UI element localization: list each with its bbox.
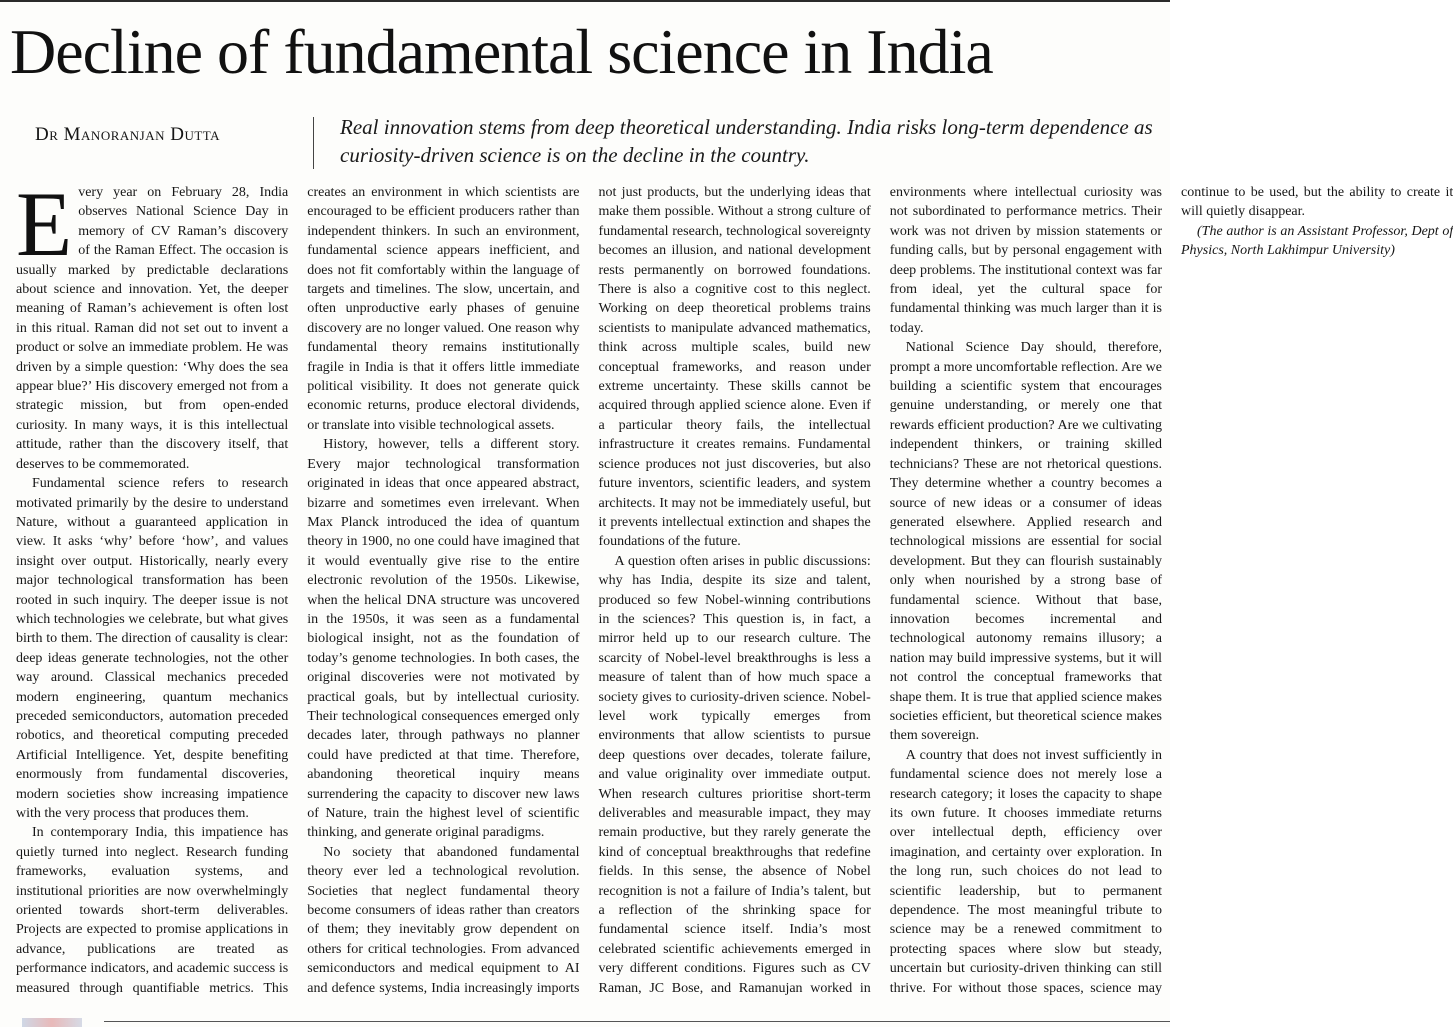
body-paragraph-1 [16,173,289,474]
body-paragraph-7: National Science Day should, therefore, prompt a more uncomfortable reflection. Are we building a scientific system that encourages genuine understanding, or merely one that rewards efficient production? Are we cultivating independent thinkers, or training skilled technicians? These are not rhetorical questions. They determine whether a country becomes a source of new ideas or a consumer of ideas generated elsewhere. Applied research and technological missions are essential for social development. But they can flourish sustainably only when nourished by a strong base of fundamental science. Without that base, innovation becomes incremental and technological autonomy remains illusory; a nation may build impressive systems, but it will not control the conceptual frameworks that shape them. It is true that applied science makes societies efficient, but theoretical science makes them sovereign. [889,340,1162,744]
top-rule [0,0,1170,2]
body-paragraph-4: History, however, tells a different story. Every major technological transformation originated in ideas that once appeared abstract, bizarre and sometimes even irrelevant. When Max Planck introduced the idea of quantum theory in 1900, no one could have imagined that it would eventually give rise to the entire electronic revolution of the 1950s. Likewise, when the helical DNA structure was uncovered in the 1950s, it was seen as a fundamental biological insight, not as the foundation of today’s genome technologies. In both cases, the original discoveries were not motivated by practical goals, but by intellectual curiosity. Their technological consequences emerged only decades later, through pathways no planner could have predicted at that time. Therefore, abandoning theoretical inquiry means surrendering the capacity to discover new laws of Nature, train the highest level of scientific thinking, and generate original paradigms. [307,437,580,841]
byline: Dr Manoranjan Dutta [35,124,221,145]
bottom-rule [104,1021,1170,1022]
drop-cap: E [16,173,73,275]
byline-divider [313,117,314,169]
headline: Decline of fundamental science in India [10,16,993,87]
body-paragraph-2: Fundamental science refers to research motivated primarily by the desire to understand Nature, without a guaranteed application in view. It asks ‘why’ before ‘how’, and values insight over output. Historically, nearly every major technological transformation has been rooted in such inquiry. The deeper issue is not which technologies we celebrate, but what gives birth to them. The direction of causality is clear: deep ideas generate technologies, not the other way around. Classical mechanics preceded modern engineering, quantum mechanics preceded semiconductors, automation preceded robotics, and theoretical computing preceded Artificial Intelligence. Yet, despite benefiting enormously from fundamental discoveries, modern societies show increasing impatience with the very process that produces them. [16,476,289,821]
body-paragraph-3: In contemporary India, this impatience has quietly turned into neglect. Research funding frameworks, evaluation systems, and institutional priorities are now overwhelmingly oriented towards short-term deliverables. Projects are expected to promise applications in advance, publications are treated as performance indicators, and academic success is measured through quantifiable metrics. This creates an environment in which scientists are encouraged to be efficient producers rather than independent thinkers. In such an environment, fundamental science appears inefficient, and does not fit comfortably within the language of targets and timelines. The slow, uncertain, and often unproductive early phases of genuine discovery are no longer valued. One reason why fundamental theory remains institutionally fragile in India is that it offers little immediate political visibility. It does not generate quick economic returns, produce electoral dividends, or translate into visible technological assets. [16,185,580,996]
paragraph-text: very year on February 28, India observes National Science Day in memory of CV Raman’s discovery of the Raman Effect. The occasion is usually marked by predictable declarations about science and innovation. Yet, the deeper meaning of Raman’s achievement is often lost in this ritual. Raman did not set out to invent a product or solve an immediate problem. He was driven by a simple question: ‘Why does the sea appear blue?’ His discovery emerged not from a strategic mission, but from open-ended curiosity. In many ways, it is this intellectual attitude, rather than the discovery itself, that deserves to be commemorated. [16,185,289,472]
article-body [16,173,1453,1013]
standfirst: Real innovation stems from deep theoretical understanding. India risks long-term dependence as curiosity-driven science is on the decline in the country. [340,115,1153,167]
author-credit: (The author is an Assistant Professor, Dept of Physics, North Lakhimpur University) [1181,223,1453,259]
body-paragraph-8: A country that does not invest sufficiently in fundamental science does not merely lose a research category; it loses the capacity to shape its own future. It chooses immediate returns over intellectual depth, efficiency over imagination, and certainty over exploration. In the long run, such choices do not lead to scientific leadership, but to permanent dependence. The most meaningful tribute to science may be a renewed commitment to protecting spaces where slow but steady, uncertain but curiosity-driven thinking can still thrive. For without those spaces, science may continue to be used, but the ability to create it will quietly disappear. [889,185,1453,996]
body-paragraph-6: A question often arises in public discussions: why has India, despite its size and talent, produced so few Nobel-winning contributions in the sciences? This question is, in fact, a mirror held up to our research culture. The scarcity of Nobel-level breakthroughs is less a measure of talent than of how much space a society gives to curiosity-driven science. Nobel-level work typically emerges from environments that allow scientists to pursue deep questions over decades, tolerate failure, and value originality over immediate output. When research cultures prioritise short-term deliverables and measurable impact, they may remain productive, but they rarely generate the kind of conceptual breakthroughs that redefine fields. In this sense, the absence of Nobel recognition is not a failure of India’s talent, but a reflection of the shrinking space for fundamental science itself. India’s most celebrated scientific achievements emerged in very different conditions. Figures such as CV Raman, JC Bose, and Ramanujan worked in environments where intellectual curiosity was not subordinated to performance metrics. Their work was not driven by mission statements or funding calls, but by personal engagement with deep problems. The institutional context was far from ideal, yet the cultural space for fundamental thinking was much larger than it is today. [598,185,1162,996]
body-paragraph-5: No society that abandoned fundamental theory ever led a technological revolution. Societies that neglect fundamental theory become consumers of ideas rather than creators of them; they inevitably grow dependent on others for critical technologies. From advanced semiconductors and medical equipment to AI and defence systems, India increasingly imports not just products, but the underlying ideas that make them possible. Without a strong culture of fundamental research, technological sovereignty becomes an illusion, and national development rests permanently on borrowed foundations. There is also a cognitive cost to this neglect. Working on deep theoretical problems trains scientists to manipulate advanced mathematics, think across multiple scales, build new conceptual frameworks, and reason under extreme uncertainty. These skills cannot be acquired through applied science alone. Even if a particular theory fails, the intellectual infrastructure it creates remains. Fundamental science produces not just discoveries, but also future inventors, scientific leaders, and system architects. It may not be immediately useful, but it prevents intellectual extinction and shapes the foundations of the future. [307,185,871,996]
clipping-edge-mark [22,1018,82,1027]
